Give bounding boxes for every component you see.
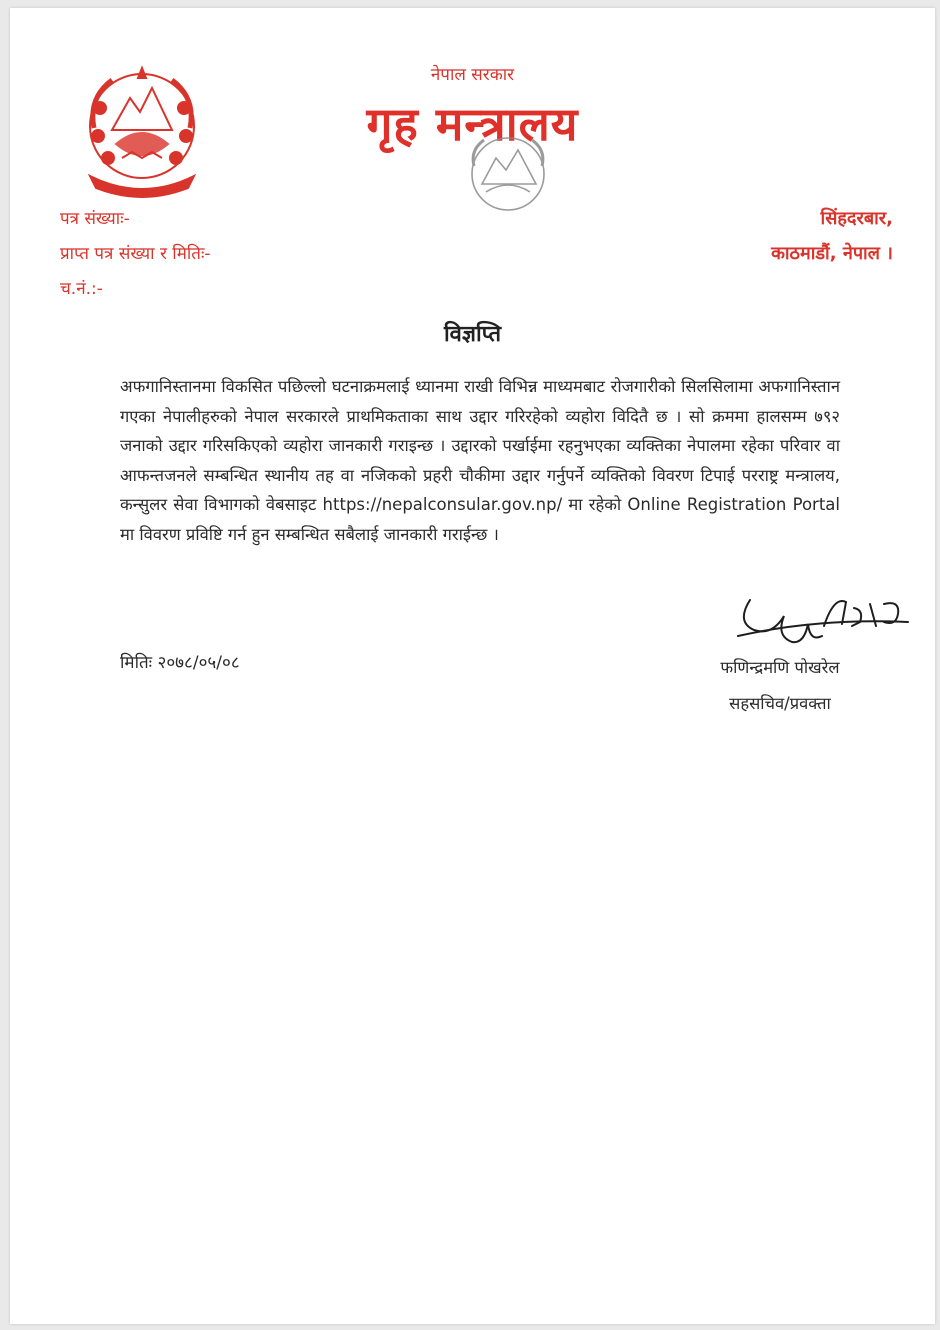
ministry-stamp-icon <box>438 126 578 266</box>
reference-block <box>60 206 211 311</box>
issue-date: मितिः २०७८/०५/०८ <box>120 653 240 673</box>
address-line-1: सिंहदरबार, <box>820 208 893 229</box>
notice-title: विज्ञप्ति <box>443 322 502 347</box>
handwritten-signature-icon <box>728 586 928 656</box>
signer-name: फणिन्द्रमणि पोखरेल <box>720 658 840 677</box>
signer-title: सहसचिव/प्रवक्ता <box>729 694 831 713</box>
ministry-title: गृह मन्त्रालय <box>366 97 579 151</box>
address-block <box>771 206 893 276</box>
received-letter-label: प्राप्त पत्र संख्या र मितिः- <box>60 244 211 264</box>
signer-block <box>680 650 880 722</box>
address-line-2: काठमाडौं, नेपाल । <box>771 243 893 264</box>
government-heading: नेपाल सरकार <box>430 65 515 85</box>
dispatch-number-label: च.नं.:- <box>60 279 103 299</box>
document-page <box>10 8 935 1324</box>
notice-body: अफगानिस्तानमा विकसित पछिल्लो घटनाक्रमलाई ध्यानमा राखी विभिन्न माध्यमबाट रोजगारीको सिलसिलामा अफगानिस्तान गएका नेपालीहरुको नेपाल सरकारले प्राथमिकताका साथ उद्दार गरिरहेको व्यहोरा विदितै छ । सो क्रममा हालसम्म ७९२ जनाको उद्दार गरिसकिएको व्यहोरा जानकारी गराइन्छ । उद्दारको पर्खाईमा रहनुभएका व्यक्तिका नेपालमा रहेका परिवार वा आफन्तजनले सम्बन्धित स्थानीय तह वा नजिकको प्रहरी चौकीमा उद्दार गर्नुपर्ने व्यक्तिको विवरण टिपाई परराष्ट्र मन्त्रालय, कन्सुलर सेवा विभागको वेबसाइट https://nepalconsular.gov.np/ मा रहेको Online Registration Portal मा विवरण प्रविष्टि गर्न हुन सम्बन्धित सबैलाई जानकारी गराईन्छ । <box>120 377 840 544</box>
letter-number-label: पत्र संख्याः- <box>60 209 130 229</box>
